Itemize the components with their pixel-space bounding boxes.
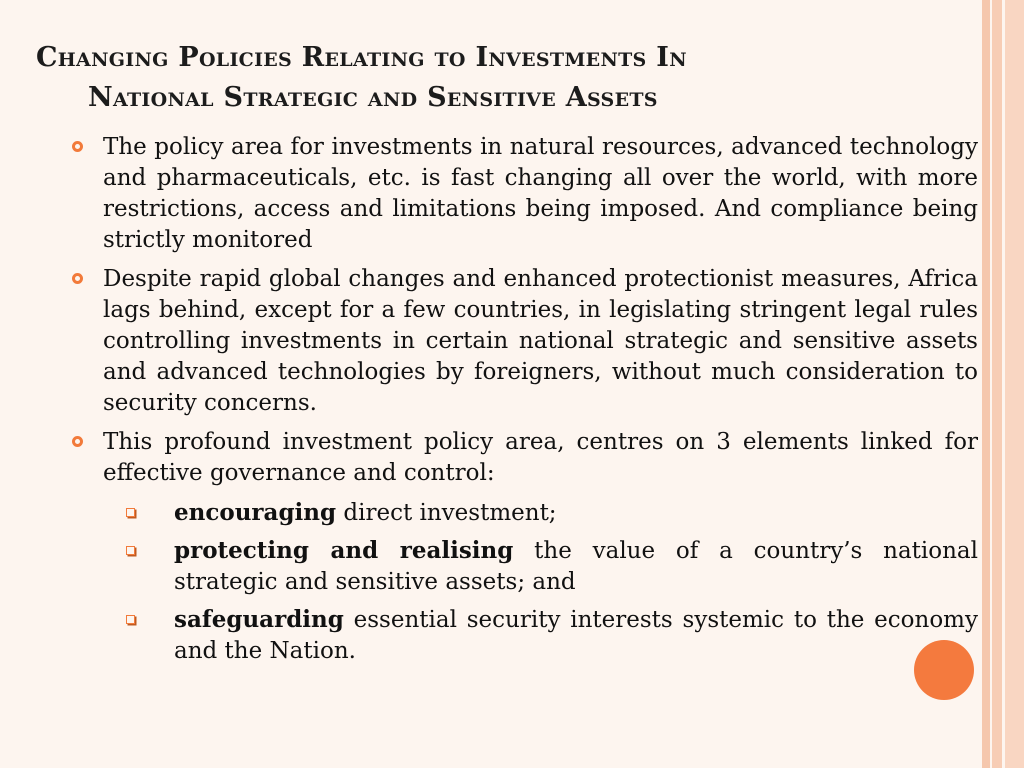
sub-bullet-bold: encouraging bbox=[174, 499, 337, 526]
square-bullet-icon bbox=[126, 615, 135, 624]
sub-bullet-bold: protecting and realising bbox=[174, 537, 514, 564]
title-line-1: Changing Policies Relating to Investments In bbox=[36, 42, 687, 73]
title-line-2: National Strategic and Sensitive Assets bbox=[88, 82, 658, 113]
decorative-circle-icon bbox=[914, 640, 974, 700]
bullet-item bbox=[72, 427, 978, 489]
slide-title bbox=[36, 38, 966, 118]
bullet-item bbox=[72, 132, 978, 256]
bullet-text: This profound investment policy area, centres on 3 elements linked for effective governance and control: bbox=[103, 429, 978, 486]
decorative-stripe bbox=[982, 0, 990, 768]
slide-body bbox=[72, 132, 978, 673]
sub-bullet-text: the value of a country’s national strategic and sensitive assets; and bbox=[174, 538, 978, 595]
bullet-text: The policy area for investments in natural resources, advanced technology and pharmaceuticals, etc. is fast changing all over the world, with more restrictions, access and limitations being imposed. And compliance being strictly monitored bbox=[103, 134, 978, 253]
decorative-stripe bbox=[1005, 0, 1024, 768]
square-bullet-icon bbox=[126, 546, 135, 555]
sub-bullet-text: direct investment; bbox=[336, 500, 557, 526]
circle-bullet-icon bbox=[72, 436, 83, 447]
sub-bullet-item bbox=[72, 497, 978, 529]
sub-bullet-bold: safeguarding bbox=[174, 606, 344, 633]
bullet-item bbox=[72, 264, 978, 419]
square-bullet-icon bbox=[126, 508, 135, 517]
sub-bullet-text: essential security interests systemic to the economy and the Nation. bbox=[174, 607, 978, 664]
bullet-text: Despite rapid global changes and enhanced protectionist measures, Africa lags behind, except for a few countries, in legislating stringent legal rules controlling investments in certain national strategic and sensitive assets and advanced technologies by foreigners, without much consideration to security concerns. bbox=[103, 266, 978, 416]
decorative-stripe bbox=[992, 0, 1002, 768]
sub-bullet-item bbox=[72, 535, 978, 598]
sub-bullet-item bbox=[72, 604, 978, 667]
circle-bullet-icon bbox=[72, 141, 83, 152]
circle-bullet-icon bbox=[72, 273, 83, 284]
